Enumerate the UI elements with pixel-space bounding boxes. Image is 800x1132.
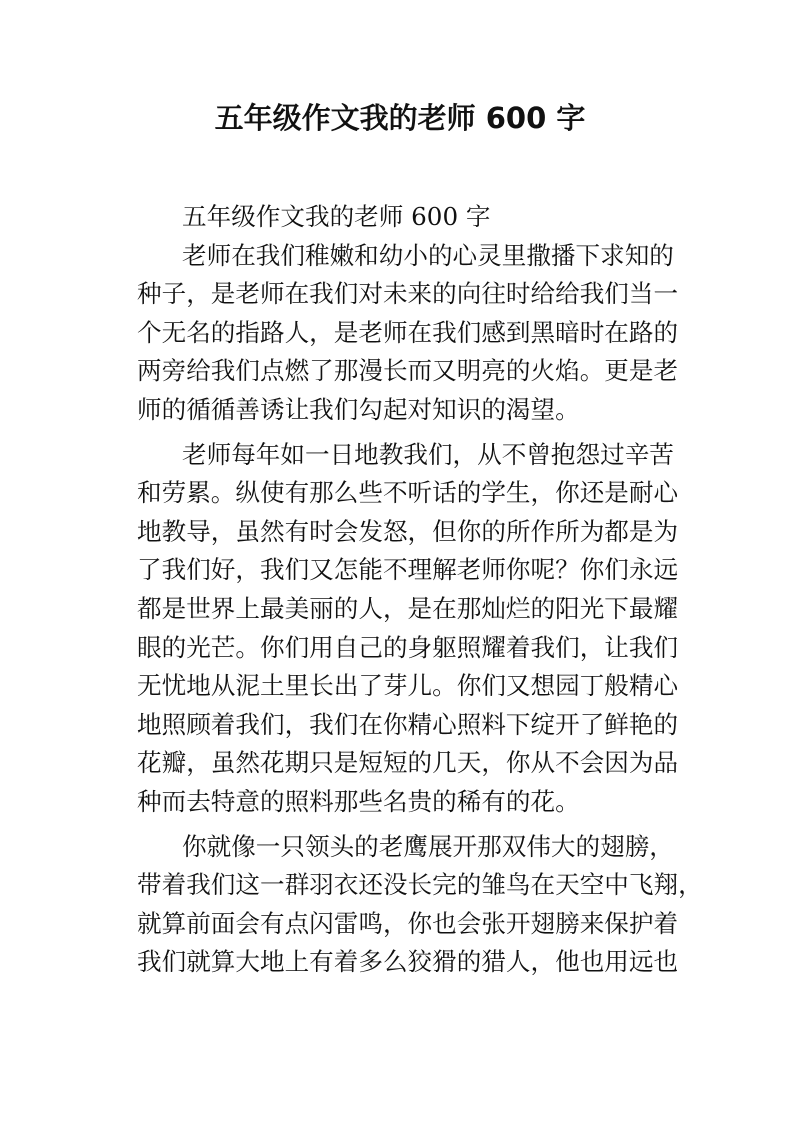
paragraph-1 <box>137 237 679 430</box>
paragraph-line: 老师每年如一日地教我们，从不曾抱怨过辛苦 <box>182 439 674 469</box>
paragraph-line: 我们就算大地上有着多么狡猾的猎人，他也用远也 <box>137 947 679 977</box>
paragraph-line: 带着我们这一群羽衣还没长完的雏鸟在天空中飞翔， <box>137 870 703 900</box>
paragraph-line: 了我们好，我们又怎能不理解老师你呢？你们永远 <box>137 555 679 585</box>
paragraph-line: 就算前面会有点闪雷鸣，你也会张开翅膀来保护着 <box>137 908 679 938</box>
paragraph-line: 个无名的指路人，是老师在我们感到黑暗时在路的 <box>137 317 679 347</box>
paragraph-line: 都是世界上最美丽的人，是在那灿烂的阳光下最耀 <box>137 593 679 623</box>
paragraph-line: 地照顾着我们，我们在你精心照料下绽开了鲜艳的 <box>137 709 679 739</box>
document-body <box>137 198 703 982</box>
essay-subtitle: 五年级作文我的老师 600 字 <box>182 202 491 231</box>
paragraph-line: 师的循循善诱让我们勾起对知识的渴望。 <box>137 394 580 424</box>
paragraph-3 <box>137 828 703 982</box>
document-title: 五年级作文我的老师 600 字 <box>214 101 586 135</box>
paragraph-line: 种而去特意的照料那些名贵的稀有的花。 <box>137 786 580 816</box>
paragraph-line: 和劳累。纵使有那么些不听话的学生，你还是耐心 <box>137 478 679 508</box>
paragraph-line: 种子，是老师在我们对未来的向往时给给我们当一 <box>137 279 679 309</box>
paragraph-line: 无忧地从泥土里长出了芽儿。你们又想园丁般精心 <box>137 671 679 701</box>
paragraph-line: 老师在我们稚嫩和幼小的心灵里撒播下求知的 <box>182 240 674 270</box>
paragraph-line: 两旁给我们点燃了那漫长而又明亮的火焰。更是老 <box>137 356 679 386</box>
paragraph-line: 你就像一只领头的老鹰展开那双伟大的翅膀， <box>182 831 674 861</box>
paragraph-line: 地教导，虽然有时会发怒，但你的所作所为都是为 <box>137 516 679 546</box>
paragraph-line: 眼的光芒。你们用自己的身躯照耀着我们，让我们 <box>137 632 679 662</box>
paragraph-2 <box>137 436 679 822</box>
paragraph-line: 花瓣，虽然花期只是短短的几天，你从不会因为品 <box>137 748 679 778</box>
